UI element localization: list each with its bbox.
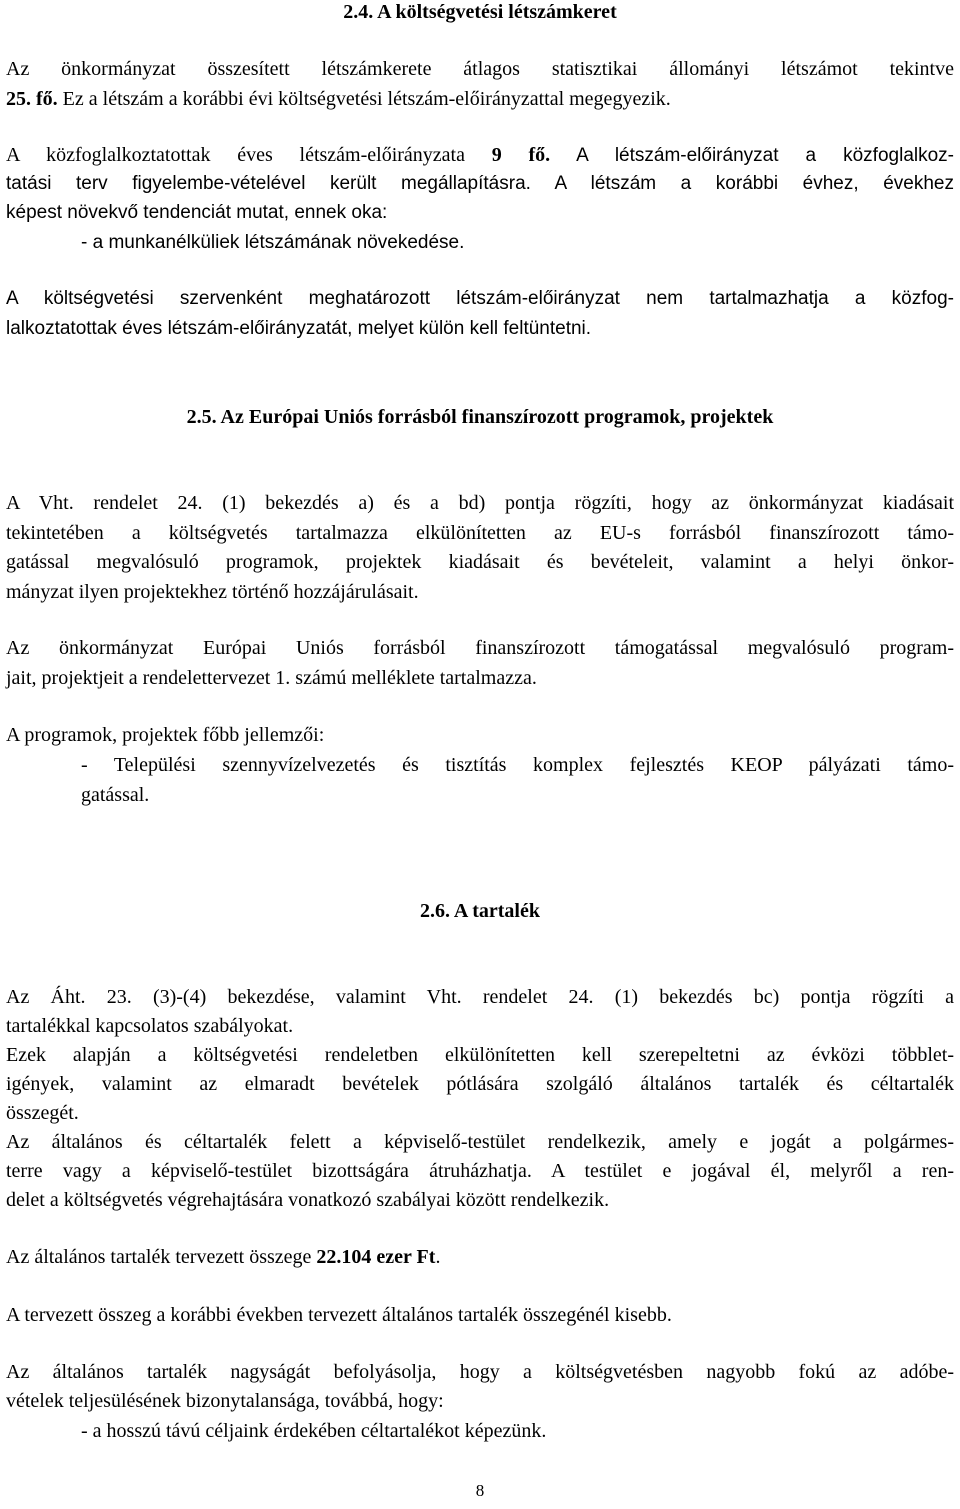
paragraph-line: tatási terv figyelembe-vételével került megállapításra. A létszám a korábbi évhez, évekhez bbox=[6, 173, 954, 194]
paragraph-line: delet a költségvetés végrehajtására vonatkozó szabályai között rendelkezik. bbox=[6, 1189, 610, 1211]
text-run: A létszám-előirányzat a közfoglalkoz- bbox=[550, 145, 954, 166]
paragraph-line: tartalékkal kapcsolatos szabályokat. bbox=[6, 1015, 294, 1037]
paragraph-line: Ezek alapján a költségvetési rendeletben elkülönítetten kell szerepeltetni az évközi többlet- bbox=[6, 1044, 954, 1066]
paragraph-line: terre vagy a képviselő-testület bizottságára átruházhatja. A testület e jogával él, melyről a ren- bbox=[6, 1160, 954, 1182]
paragraph-line: vételek teljesülésének bizonytalansága, továbbá, hogy: bbox=[6, 1390, 444, 1412]
list-item: gatással. bbox=[81, 784, 150, 806]
paragraph-line: A tervezett összeg a korábbi években tervezett általános tartalék összegénél kisebb. bbox=[6, 1304, 672, 1326]
paragraph-line: igények, valamint az elmaradt bevételek pótlására szolgáló általános tartalék és céltartalék bbox=[6, 1073, 954, 1095]
paragraph-line: mányzat ilyen projektekhez történő hozzájárulásait. bbox=[6, 581, 419, 603]
paragraph-line bbox=[6, 1245, 954, 1269]
list-item: - a hosszú távú céljaink érdekében céltartalékot képezünk. bbox=[81, 1420, 547, 1442]
bold-text: 22.104 ezer Ft bbox=[316, 1246, 436, 1268]
bold-text: 25. fő. bbox=[6, 88, 58, 110]
paragraph-line: összegét. bbox=[6, 1102, 79, 1124]
page-number: 8 bbox=[475, 1481, 485, 1500]
section-heading-2-5: 2.5. Az Európai Uniós forrásból finanszírozott programok, projektek bbox=[186, 406, 774, 428]
text-run: Az általános tartalék tervezett összege bbox=[6, 1246, 317, 1268]
paragraph-line: Az általános tartalék nagyságát befolyásolja, hogy a költségvetésben nagyobb fokú az adóbe- bbox=[6, 1361, 954, 1383]
paragraph-line: képest növekvő tendenciát mutat, ennek oka: bbox=[6, 202, 388, 223]
text-run: . bbox=[435, 1246, 441, 1268]
paragraph-line: tekintetében a költségvetés tartalmazza elkülönítetten az EU-s forrásból finanszírozott támo- bbox=[6, 522, 954, 544]
text-run: A közfoglalkoztatottak éves létszám-előirányzata bbox=[6, 144, 492, 166]
paragraph-line bbox=[6, 87, 954, 111]
paragraph-line: Az önkormányzat összesített létszámkerete átlagos statisztikai állományi létszámot tekintve bbox=[6, 58, 954, 80]
paragraph-line: Az Áht. 23. (3)-(4) bekezdése, valamint Vht. rendelet 24. (1) bekezdés bc) pontja rögzíti a bbox=[6, 986, 954, 1008]
paragraph-line: jait, projektjeit a rendelettervezet 1. számú melléklete tartalmazza. bbox=[6, 667, 537, 689]
paragraph-line: gatással megvalósuló programok, projektek kiadásait és bevételeit, valamint a helyi önkor- bbox=[6, 551, 954, 573]
paragraph-line: Az általános és céltartalék felett a képviselő-testület rendelkezik, amely e jogát a polgármes- bbox=[6, 1131, 954, 1153]
bold-text: 9 fő. bbox=[491, 144, 551, 166]
paragraph-line: A költségvetési szervenként meghatározott létszám-előirányzat nem tartalmazhatja a közfog- bbox=[6, 288, 954, 309]
paragraph-line: A programok, projektek főbb jellemzői: bbox=[6, 724, 325, 746]
paragraph-line: A Vht. rendelet 24. (1) bekezdés a) és a bd) pontja rögzíti, hogy az önkormányzat kiadásait bbox=[6, 492, 954, 514]
paragraph-line: Az önkormányzat Európai Uniós forrásból finanszírozott támogatással megvalósuló program- bbox=[6, 637, 954, 659]
paragraph-line: lalkoztatottak éves létszám-előirányzatát, melyet külön kell feltüntetni. bbox=[6, 318, 592, 339]
section-heading-2-6: 2.6. A tartalék bbox=[420, 900, 540, 922]
list-item: - Települési szennyvízelvezetés és tisztítás komplex fejlesztés KEOP pályázati támo- bbox=[81, 754, 954, 776]
paragraph-line bbox=[6, 143, 954, 168]
section-heading-2-4: 2.4. A költségvetési létszámkeret bbox=[343, 1, 617, 23]
list-item: - a munkanélküliek létszámának növekedése. bbox=[81, 232, 465, 253]
text-run: Ez a létszám a korábbi évi költségvetési létszám-előirányzattal megegyezik. bbox=[57, 88, 671, 110]
